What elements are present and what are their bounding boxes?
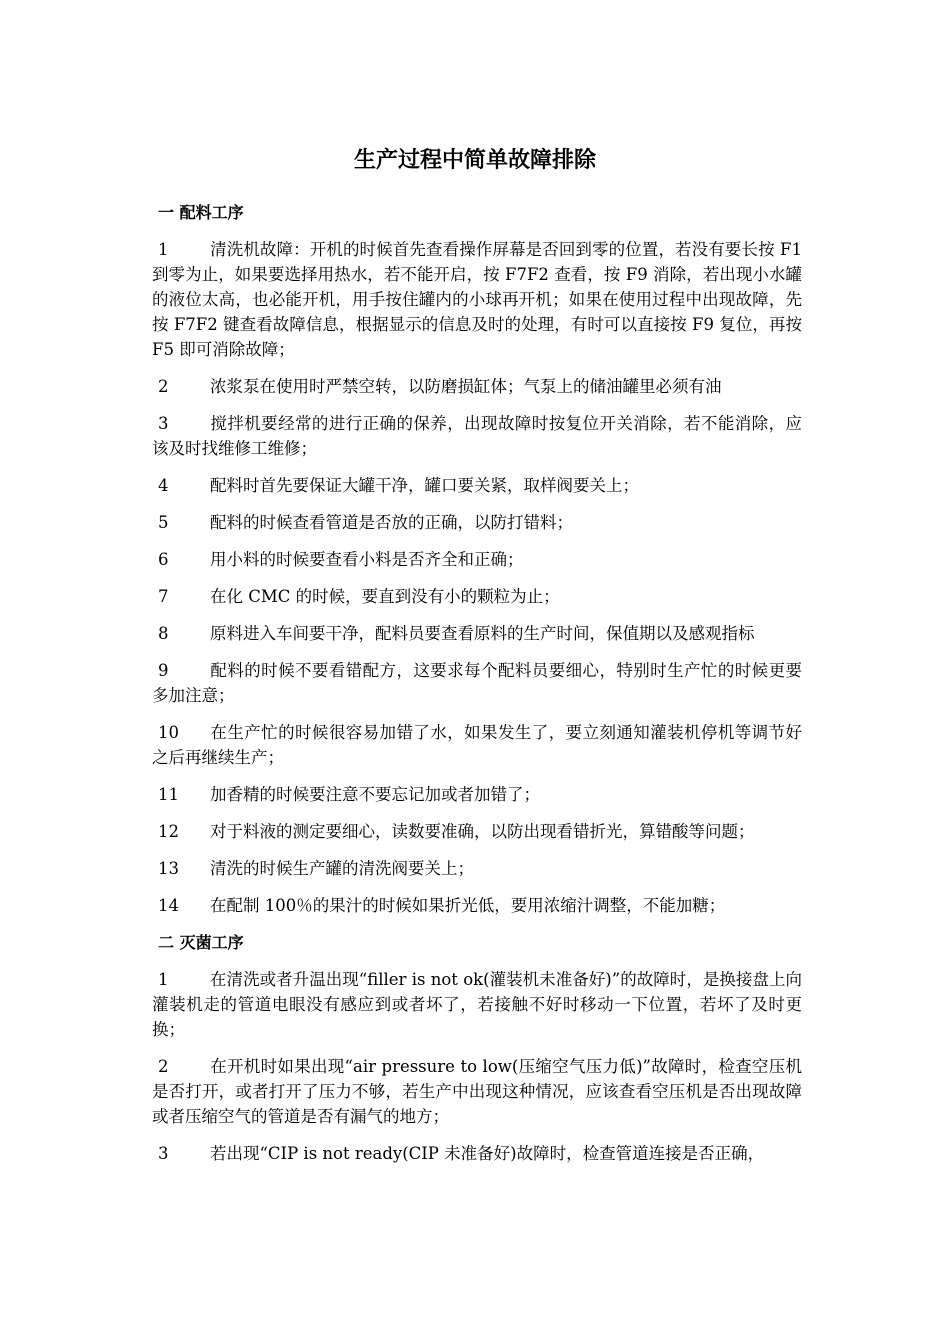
list-item	[152, 1054, 802, 1129]
list-item	[152, 782, 802, 807]
list-item	[152, 237, 802, 362]
list-item	[152, 720, 802, 770]
item-number: 13	[158, 859, 179, 878]
section-heading: 一 配料工序	[158, 203, 244, 222]
list-item	[152, 893, 802, 918]
item-text: 用小料的时候要查看小料是否齐全和正确；	[210, 550, 524, 569]
list-item	[152, 967, 802, 1042]
item-number: 2	[158, 377, 169, 396]
list-item	[152, 584, 802, 609]
list-item	[152, 547, 802, 572]
item-number: 7	[158, 587, 169, 606]
item-text: 对于料液的测定要细心，读数要准确，以防出现看错折光，算错酸等问题；	[210, 822, 755, 841]
item-text: 若出现“CIP is not ready(CIP 未准备好)故障时，检查管道连接是否正确，	[210, 1144, 765, 1163]
item-number: 1	[158, 970, 169, 989]
item-text: 清洗机故障：开机的时候首先查看操作屏幕是否回到零的位置，若没有要长按 F1 到零为止，如果要选择用热水，若不能开启，按 F7F2 查看，按 F9 消除，若出现小水罐的液位太高，也必能开机，用手按住罐内的小球再开机；如果在使用过程中出现故障，先按 F7F2 键查看故障信息，根据显示的信息及时的处理，有时可以直接按 F9 复位，再按 F5 即可消除故障；	[152, 240, 802, 359]
item-text: 在清洗或者升温出现“filler is not ok(灌装机未准备好)”的故障时，是换接盘上向灌装机走的管道电眼没有感应到或者坏了，若接触不好时移动一下位置，若坏了及时更换；	[152, 970, 802, 1039]
item-text: 原料进入车间要干净，配料员要查看原料的生产时间，保值期以及感观指标	[210, 624, 755, 643]
list-item	[152, 819, 802, 844]
page-title: 生产过程中简单故障排除	[353, 148, 596, 173]
item-number: 1	[158, 240, 169, 259]
item-text: 在生产忙的时候很容易加错了水，如果发生了，要立刻通知灌装机停机等调节好之后再继续生产；	[152, 723, 802, 767]
item-text: 加香精的时候要注意不要忘记加或者加错了；	[210, 785, 540, 804]
item-text: 浓浆泵在使用时严禁空转，以防磨损缸体；气泵上的储油罐里必须有油	[210, 377, 722, 396]
item-number: 3	[158, 414, 169, 433]
item-text: 在开机时如果出现“air pressure to low(压缩空气压力低)”故障时，检查空压机是否打开，或者打开了压力不够，若生产中出现这种情况，应该查看空压机是否出现故障或者压缩空气的管道是否有漏气的地方；	[152, 1057, 802, 1126]
section-batching	[152, 200, 802, 918]
item-number: 8	[158, 624, 169, 643]
list-item	[152, 658, 802, 708]
list-item	[152, 856, 802, 881]
item-text: 配料的时候不要看错配方，这要求每个配料员要细心，特别时生产忙的时候更要多加注意；	[152, 661, 802, 705]
item-number: 10	[158, 723, 179, 742]
list-item	[152, 411, 802, 461]
item-number: 11	[158, 785, 179, 804]
list-item	[152, 473, 802, 498]
item-number: 2	[158, 1057, 169, 1076]
item-number: 9	[158, 661, 169, 680]
item-number: 4	[158, 476, 169, 495]
item-text: 在化 CMC 的时候，要直到没有小的颗粒为止；	[210, 587, 560, 606]
item-number: 12	[158, 822, 179, 841]
item-number: 5	[158, 513, 169, 532]
section-heading: 二 灭菌工序	[158, 933, 244, 952]
item-number: 6	[158, 550, 169, 569]
item-number: 3	[158, 1144, 169, 1163]
section-sterilization	[152, 930, 802, 1166]
item-text: 配料的时候查看管道是否放的正确，以防打错料；	[210, 513, 573, 532]
item-text: 在配制 100％的果汁的时候如果折光低，要用浓缩汁调整，不能加糖；	[210, 896, 726, 915]
list-item	[152, 374, 802, 399]
item-number: 14	[158, 896, 179, 915]
item-text: 搅拌机要经常的进行正确的保养，出现故障时按复位开关消除，若不能消除，应该及时找维修工维修；	[152, 414, 802, 458]
item-text: 清洗的时候生产罐的清洗阀要关上；	[210, 859, 474, 878]
list-item	[152, 621, 802, 646]
list-item	[152, 1141, 802, 1166]
item-text: 配料时首先要保证大罐干净，罐口要关紧，取样阀要关上；	[210, 476, 639, 495]
document-body	[152, 196, 802, 1178]
list-item	[152, 510, 802, 535]
